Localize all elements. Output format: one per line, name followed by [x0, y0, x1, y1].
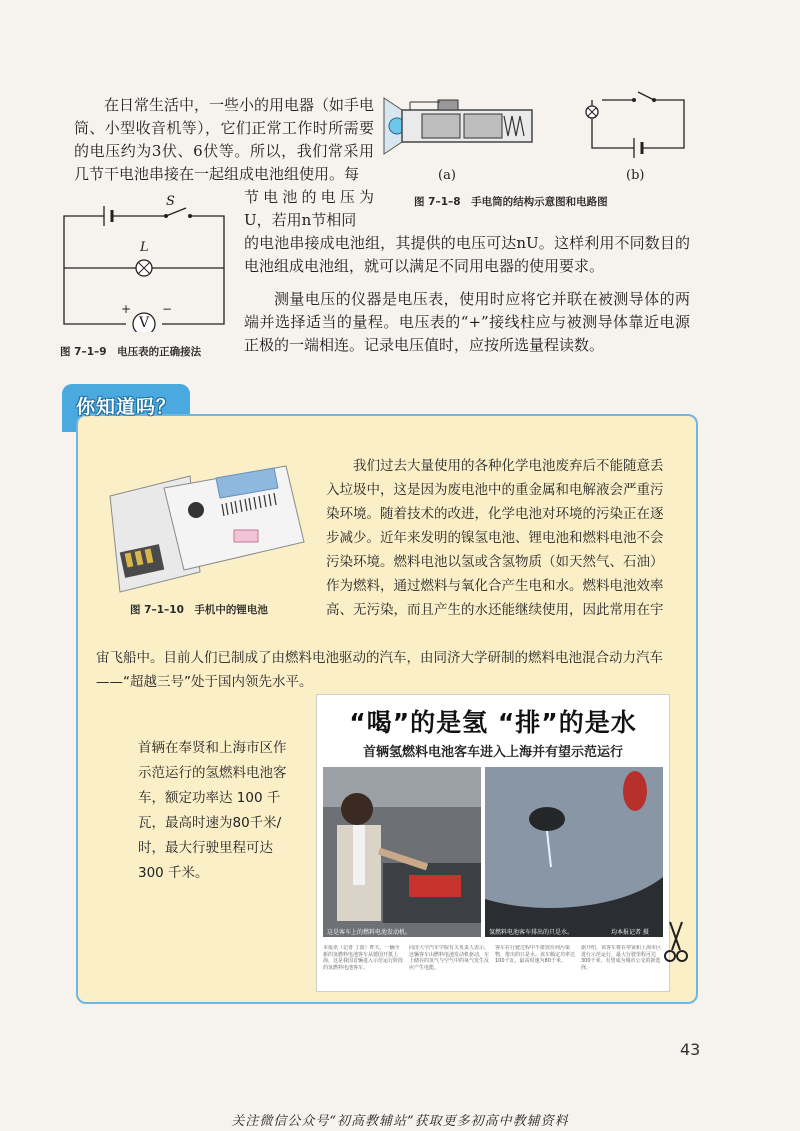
newspaper-subhead: 首辆氢燃料电池客车进入上海并有望示范运行: [362, 745, 623, 760]
figure-circuit-b: [580, 88, 690, 160]
bus-photo-art: [485, 767, 663, 937]
voltmeter-plus-label: +: [121, 302, 132, 316]
newspaper-columns: [323, 945, 663, 985]
paragraph-battery-voltage: 节电池的电压为U，若用n节相同: [244, 188, 374, 229]
photo-engine: [323, 767, 481, 937]
paragraph-battery-group: 的电池串接成电池组，其提供的电压可达nU。这样利用不同数目的电池组成电池组，就可以满足不同用电器的使用要求。: [244, 234, 690, 275]
newspaper-column-2: 同济大学汽车学院有关负责人表示，这辆客车由燃料电池发动机驱动，车上储存的氢气与空气中的氧气发生反应产生电能。: [409, 945, 489, 971]
circuit-diagram-b: [580, 88, 690, 160]
scissors-icon-svg: [664, 920, 688, 964]
know-title: 你知道吗？: [75, 396, 176, 418]
voltmeter-minus-label: −: [162, 302, 173, 316]
figure-caption-7-1-8: 图 7–1–8 手电筒的结构示意图和电路图: [414, 196, 608, 208]
paragraph-battery-intro: 在日常生活中，一些小的用电器（如手电筒、小型收音机等），它们正常工作时所需要的电压约为3伏、6伏等。所以，我们常采用几节干电池串接在一起组成电池组使用。每: [74, 96, 375, 183]
battery-illustration: [104, 458, 310, 598]
footer-note: 关注微信公众号“初高教辅站”获取更多初高中教辅资料: [231, 1114, 569, 1129]
photo-bus-exhaust: [485, 767, 663, 937]
voltmeter-label: V: [139, 315, 150, 331]
photo-engine-caption: 这是客车上的燃料电池发动机。: [327, 929, 412, 936]
scissors-icon: [664, 920, 688, 964]
photo-credit: 均本报记者 摄: [611, 929, 649, 936]
lamp-label: L: [140, 240, 149, 255]
switch-label: S: [166, 194, 175, 209]
newspaper-column-1: 本报讯（记者 丁波）昨天，一辆全新的氢燃料电池客车从德国开抵上海，这是我国首辆进入示范运行阶段的氢燃料电池客车。: [323, 945, 403, 971]
photo-bus-caption: 氢燃料电池客车排出的只是水。: [489, 929, 574, 936]
bus-description: 首辆在奉贤和上海市区作示范运行的氢燃料电池客车，额定功率达 100 千瓦，最高时速为80千米/时，最大行驶里程可达 300 千米。: [138, 740, 287, 881]
know-paragraph-tail: 宙飞船中。目前人们已制成了由燃料电池驱动的汽车，由同济大学研制的燃料电池混合动力汽车——“超越三号”处于国内领先水平。: [96, 650, 663, 690]
know-paragraph: 我们过去大量使用的各种化学电池废弃后不能随意丢入垃圾中，这是因为废电池中的重金属和电解液会严重污染环境。随着技术的改进，化学电池对环境的污染正在逐步减少。近年来发明的镍氢电池、锂电池和燃料电池不会污染环境。燃料电池以氢或含氢物质（如天然气、石油）作为燃料，通过燃料与氧化合产生电和水。燃料电池效率高、无污染，而且产生的水还能继续使用，因此常用在宇: [326, 458, 664, 618]
figure-voltmeter-circuit: [56, 196, 236, 332]
figure-label-a: (a): [438, 168, 456, 183]
voltmeter-circuit-diagram: [56, 196, 236, 332]
figure-caption-7-1-10: 图 7–1–10 手机中的锂电池: [130, 604, 268, 616]
figure-label-b: (b): [626, 168, 645, 183]
newspaper-headline: “喝”的是氢 “排”的是水: [349, 708, 637, 737]
figure-flashlight: [380, 86, 540, 166]
newspaper-column-3: 客车在行驶过程中不排放任何污染物，排出的只是水。该车额定功率达100千瓦，最高时速为80千米。: [495, 945, 575, 964]
engine-photo-art: [323, 767, 481, 937]
page-number: 43: [680, 1040, 701, 1059]
lithium-battery-photo: [104, 458, 310, 598]
newspaper-clipping: [316, 694, 670, 992]
figure-caption-7-1-9: 图 7–1–9 电压表的正确接法: [60, 346, 202, 358]
newspaper-column-4: 据介绍，该客车将在奉贤和上海市区进行示范运行，最大行驶里程可达300千米，有望成为城市公交的新选择。: [581, 945, 661, 971]
paragraph-voltmeter: 测量电压的仪器是电压表，使用时应将它并联在被测导体的两端并选择适当的量程。电压表的“+”接线柱应与被测导体靠近电源正极的一端相连。记录电压值时，应按所选量程读数。: [244, 290, 690, 354]
flashlight-diagram: [380, 86, 540, 166]
